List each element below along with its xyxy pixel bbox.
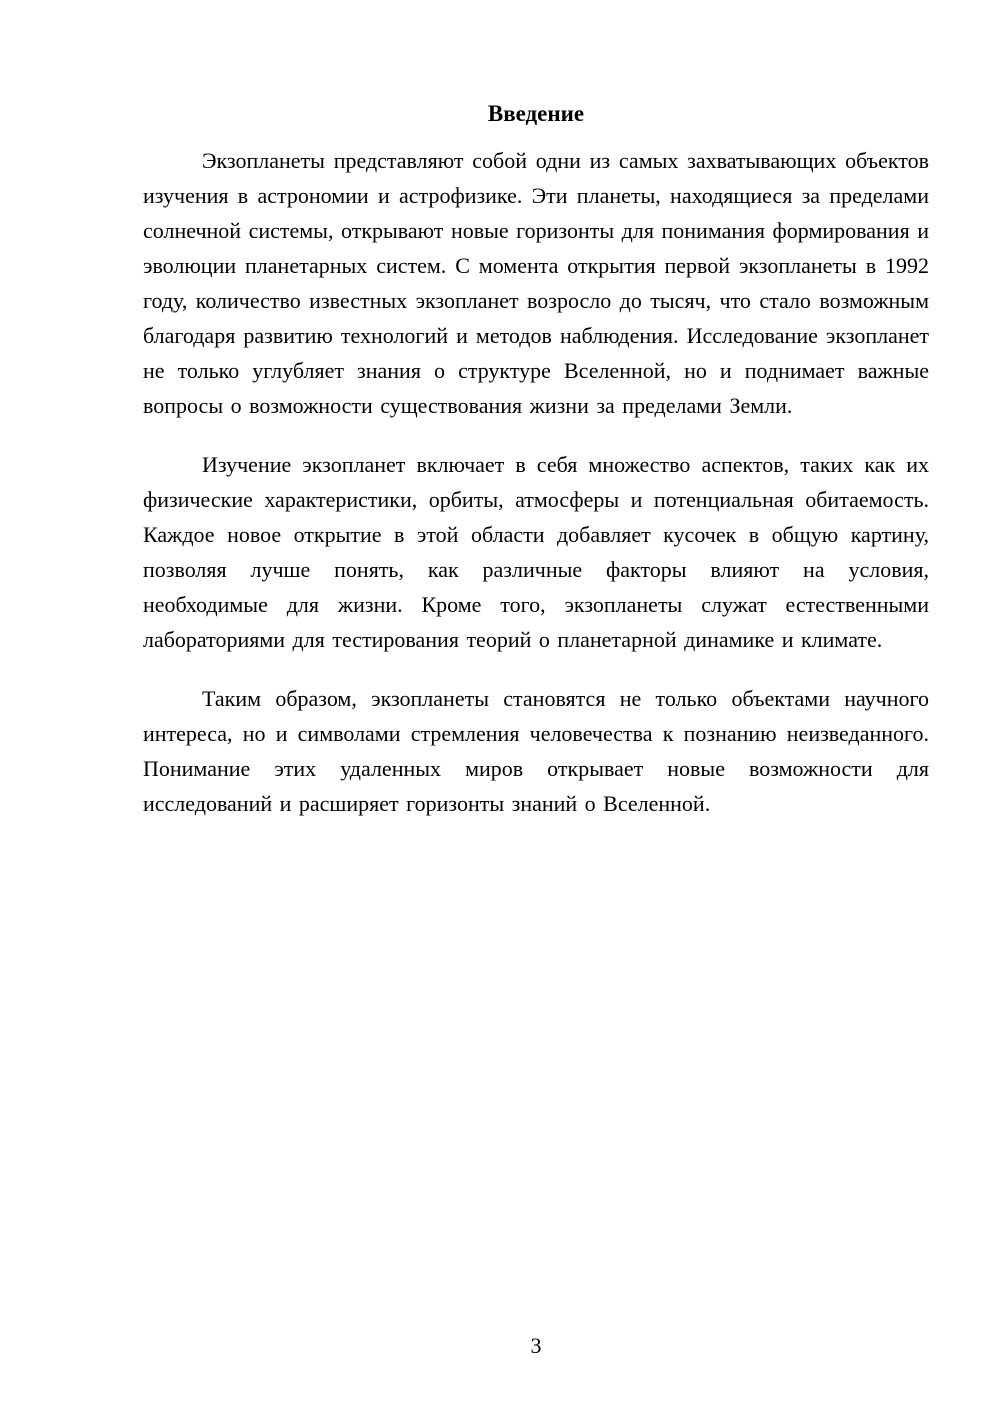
page-number: 3	[530, 1333, 542, 1358]
paragraph-conclusion: Таким образом, экзопланеты становятся не только объектами научного интереса, но и символами стремления человечества к познанию неизведанного. Понимание этих удаленных миров открывает новые возможности для исследований и расширяет горизонты знаний о Вселенной.	[143, 686, 929, 816]
page-title: Введение	[487, 101, 585, 126]
document-content	[143, 96, 929, 845]
paragraph-study: Изучение экзопланет включает в себя множество аспектов, таких как их физические характеристики, орбиты, атмосферы и потенциальная обитаемость. Каждое новое открытие в этой области добавляет кусочек в общую картину, позволяя лучше понять, как различные факторы влияют на условия, необходимые для жизни. Кроме того, экзопланеты служат естественными лабораториями для тестирования теорий о планетарной динамике и климате.	[143, 452, 929, 652]
paragraph-intro: Экзопланеты представляют собой одни из самых захватывающих объектов изучения в астрономии и астрофизике. Эти планеты, находящиеся за пределами солнечной системы, открывают новые горизонты для понимания формирования и эволюции планетарных систем. С момента открытия первой экзопланеты в 1992 году, количество известных экзопланет возросло до тысяч, что стало возможным благодаря развитию технологий и методов наблюдения. Исследование экзопланет не только углубляет знания о структуре Вселенной, но и поднимает важные вопросы о возможности существования жизни за пределами Земли.	[143, 148, 929, 418]
